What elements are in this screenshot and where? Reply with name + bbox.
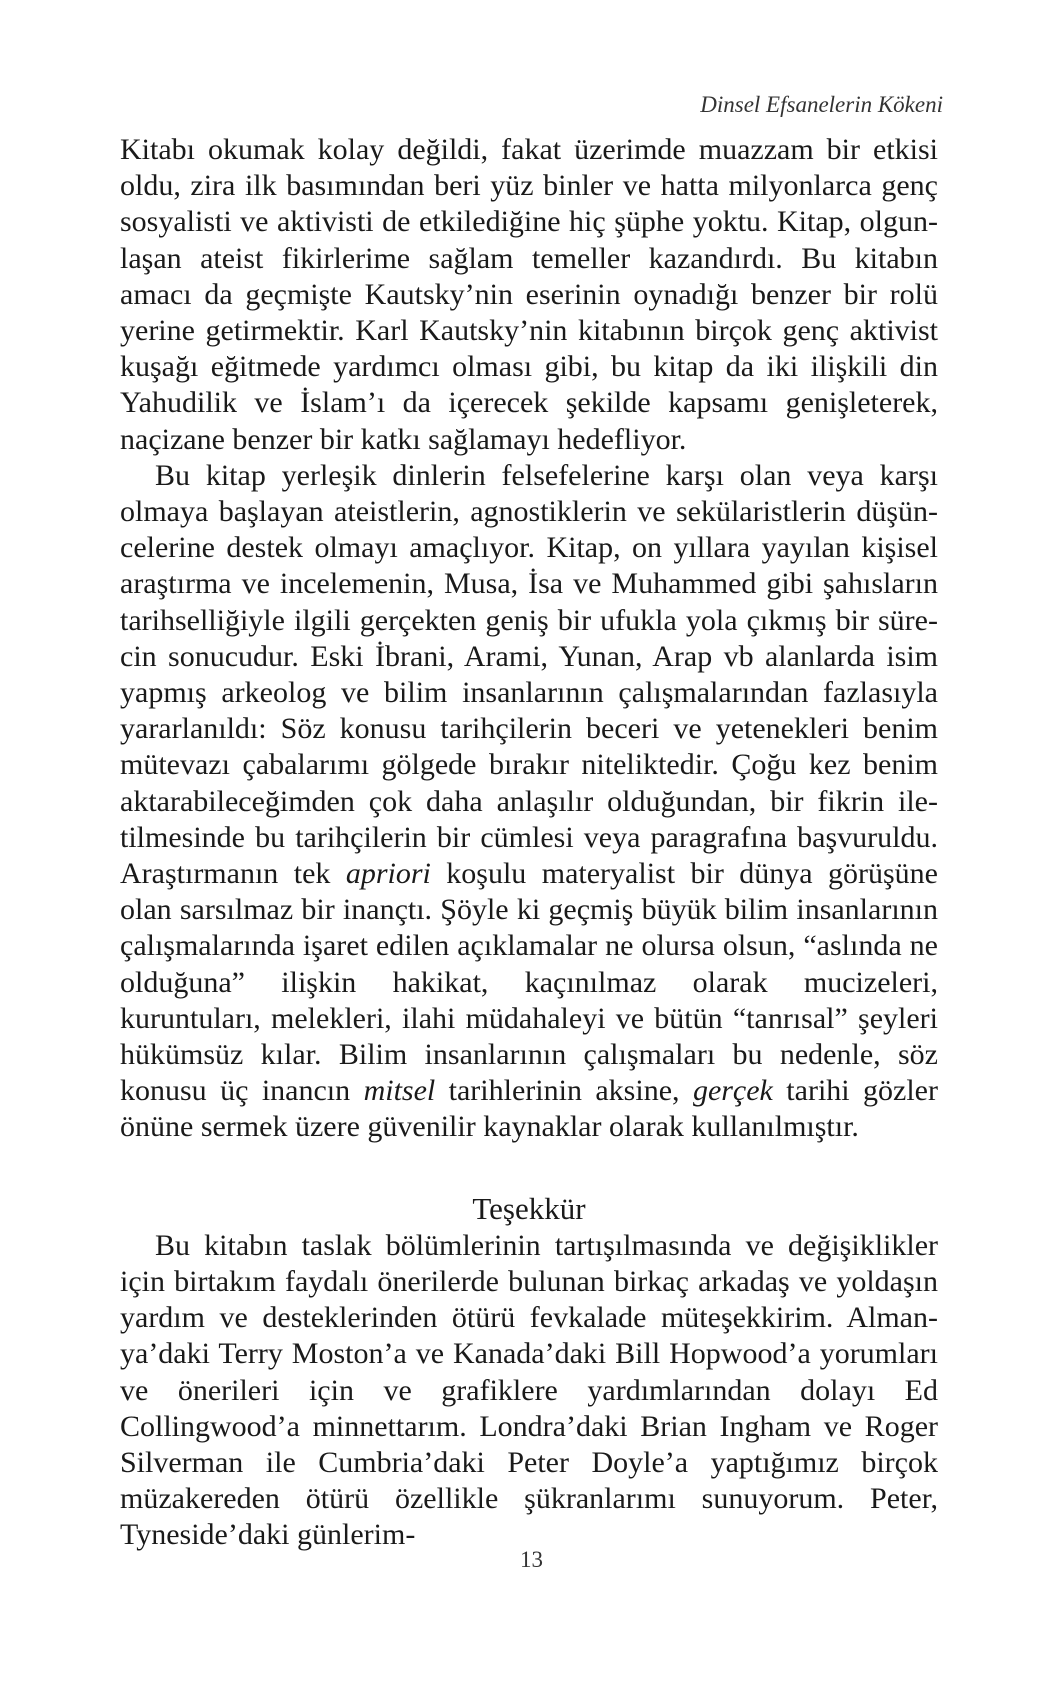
paragraph-purpose bbox=[120, 458, 938, 1146]
paragraph-purpose-text-4: tarihi gözler önüne sermek üzere güvenilir kaynaklar olarak kullanılmıştır. bbox=[120, 1074, 938, 1144]
emphasis-mitsel: mitsel bbox=[363, 1074, 436, 1108]
emphasis-apriori: apriori bbox=[345, 857, 431, 891]
page-body bbox=[120, 132, 938, 1554]
paragraph-intro: Kitabı okumak kolay değildi, fakat üzerimde muazzam bir etkisi oldu, zira ilk basımından beri yüz binler ve hatta milyonlarca genç sosyalisti ve aktivisti de etkilediğine hiç şüphe yoktu. Kitap, olgunlaşan ateist fikirlerime sağlam temeller kazandırdı. Bu kitabın amacı da geçmişte Kautsky’nin eserinin oynadığı benzer bir rolü yerine getirmektir. Karl Kautsky’nin kitabının birçok genç aktivist kuşağı eğitmede yardımcı olması gibi, bu kitap da iki ilişkili din Yahudilik ve İslam’ı da içerecek şekilde kapsamı genişleterek, naçizane benzer bir katkı sağlamayı hedefliyor. bbox=[120, 133, 938, 456]
paragraph-purpose-text-2: koşulu materyalist bir dünya görüşüne olan sarsılmaz bir inançtı. Şöyle ki geçmiş büyük bilim insanlarının çalışmalarında işaret edilen açıklamalar ne olursa olsun, “aslında ne olduğuna” ilişkin hakikat, kaçınılmaz olarak mucizeleri, kuruntuları, melekleri, ilahi müdahaleyi ve bütün “tanrısal” şeyleri hükümsüz kılar. Bilim insanlarının çalışmaları bu nedenle, söz konusu üç inancın bbox=[120, 857, 938, 1108]
paragraph-purpose-text-1: Bu kitap yerleşik dinlerin felsefelerine karşı olan veya karşı olmaya başlayan ateistlerin, agnostiklerin ve sekülaristlerin düşüncelerine destek olmayı amaçlıyor. Kitap, on yıllara yayılan kişisel araştırma ve incelemenin, Musa, İsa ve Muhammed gibi şahısların tarihselliğiyle ilgili gerçekten geniş bir ufukla yola çıkmış bir sürecin sonucudur. Eski İbrani, Arami, Yunan, Arap vb alanlarda isim yapmış arkeolog ve bilim insanlarının çalışmalarından fazlasıyla yararlanıldı: Söz konusu tarihçilerin beceri ve yetenekleri benim mütevazı çabalarımı gölgede bırakır niteliktedir. Çoğu kez benim aktarabileceğimden çok daha anlaşılır olduğundan, bir fikrin iletilmesinde bu tarihçilerin bir cümlesi veya paragrafına başvuruldu. Araştırmanın tek bbox=[120, 458, 938, 891]
running-header-title: Dinsel Efsanelerin Kökeni bbox=[700, 92, 943, 117]
paragraph-acknowledgements: Bu kitabın taslak bölümlerinin tartışılmasında ve değişiklikler için birtakım faydalı önerilerde bulunan birkaç arkadaş ve yoldaşın yardım ve desteklerinden ötürü fevkalade müteşekkirim. Almanya’daki Terry Moston’a ve Kanada’daki Bill Hopwood’a yorumları ve önerileri için ve grafiklere yardımlarından dolayı Ed Collingwood’a minnettarım. Londra’daki Brian Ingham ve Roger Silverman ile Cumbria’daki Peter Doyle’a yaptığımız birçok müzakereden ötürü özellikle şükranlarımı sunuyorum. Peter, Tyneside’daki günlerim- bbox=[120, 1228, 938, 1552]
paragraph-purpose-text-3: tarihlerinin aksine, bbox=[435, 1074, 693, 1108]
section-title-acknowledgements: Teşekkür bbox=[472, 1190, 586, 1226]
emphasis-gercek: gerçek bbox=[692, 1074, 773, 1108]
page-number: 13 bbox=[520, 1547, 543, 1572]
